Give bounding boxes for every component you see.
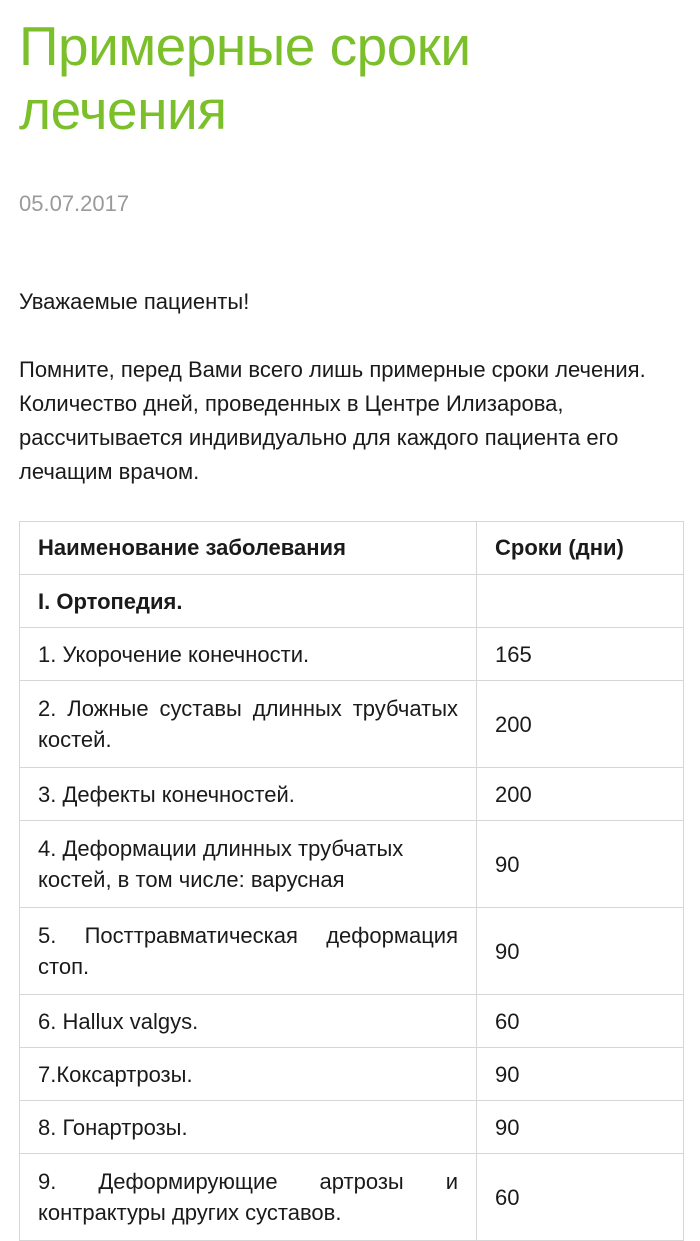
treatment-days <box>477 575 684 628</box>
table-row <box>20 1101 684 1154</box>
treatment-days: 90 <box>477 1101 684 1154</box>
greeting-text: Уважаемые пациенты! <box>19 289 250 314</box>
disease-name: 8. Гонартрозы. <box>20 1101 477 1154</box>
treatment-days: 60 <box>477 995 684 1048</box>
table-row <box>20 821 684 908</box>
treatment-days: 90 <box>477 908 684 995</box>
disease-name: 7.Коксартрозы. <box>20 1048 477 1101</box>
publish-date: 05.07.2017 <box>19 191 130 216</box>
table-row <box>20 1048 684 1101</box>
treatment-days: 60 <box>477 1154 684 1241</box>
page-title: Примерные сроки лечения <box>19 15 471 141</box>
disease-name: 9. Деформирующие артрозы и контрактуры других суставов. <box>20 1154 477 1241</box>
column-header-days: Сроки (дни) <box>477 522 684 575</box>
table-row <box>20 1154 684 1241</box>
treatment-days: 200 <box>477 681 684 768</box>
table-row <box>20 995 684 1048</box>
disease-name: 6. Hallux valgys. <box>20 995 477 1048</box>
disease-name: 5. Посттравматическая деформация стоп. <box>20 908 477 995</box>
table-row <box>20 575 684 628</box>
table-row <box>20 768 684 821</box>
treatment-days: 90 <box>477 821 684 908</box>
table-row <box>20 908 684 995</box>
disease-name: 1. Укорочение конечности. <box>20 628 477 681</box>
disease-name: 2. Ложные суставы длинных трубчатых костей. <box>20 681 477 768</box>
table-header-row <box>20 522 684 575</box>
treatment-terms-table <box>19 521 684 1241</box>
table-row <box>20 681 684 768</box>
disease-name: 3. Дефекты конечностей. <box>20 768 477 821</box>
treatment-days: 200 <box>477 768 684 821</box>
notice-text: Помните, перед Вами всего лишь примерные сроки лечения. Количество дней, проведенных в Центре Илизарова, рассчитывается индивидуально для каждого пациента его лечащим врачом. <box>19 357 646 484</box>
disease-name: 4. Деформации длинных трубчатых костей, в том числе: варусная <box>20 821 477 908</box>
treatment-days: 165 <box>477 628 684 681</box>
column-header-name: Наименование заболевания <box>20 522 477 575</box>
table-row <box>20 628 684 681</box>
disease-name: I. Ортопедия. <box>20 575 477 628</box>
treatment-days: 90 <box>477 1048 684 1101</box>
